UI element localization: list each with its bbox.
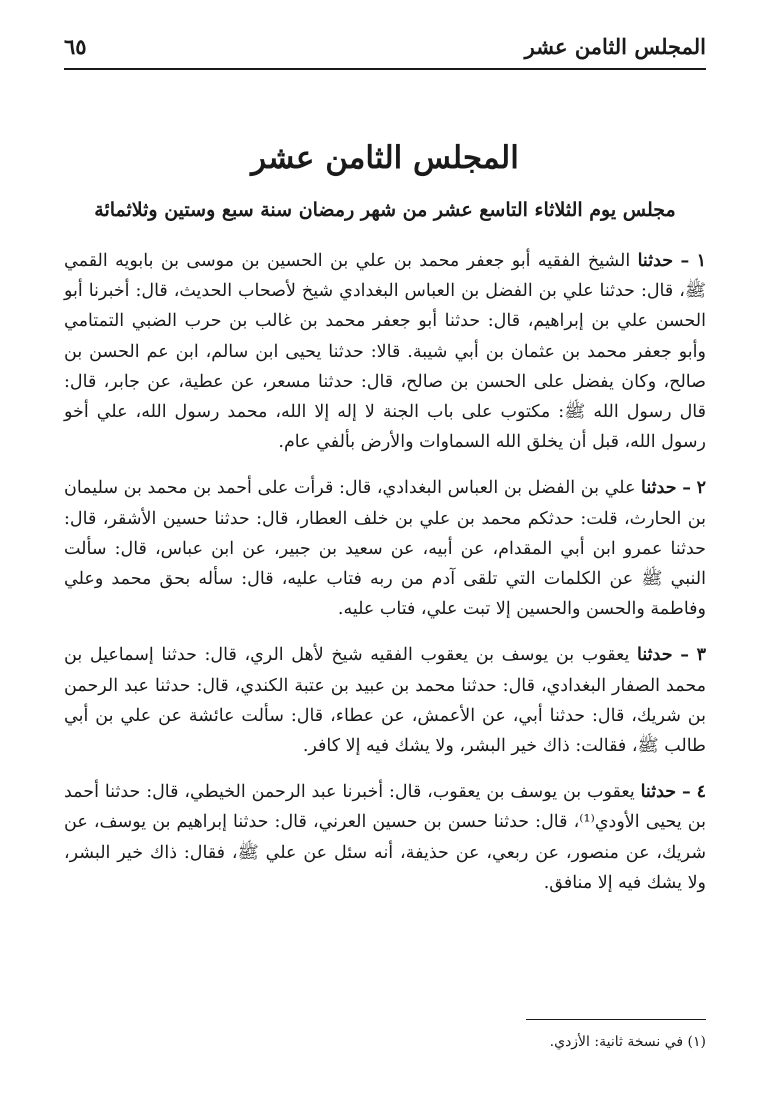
- hadith-keyword: حدثنا: [637, 645, 673, 666]
- hadith-number: ١: [696, 251, 706, 271]
- hadith-3: [64, 640, 706, 761]
- page-number: ٦٥: [64, 34, 87, 59]
- hadith-4: [64, 777, 706, 898]
- hadith-number: ٢: [696, 478, 706, 499]
- hadith-1: [64, 246, 706, 457]
- hadith-dash: –: [680, 251, 690, 271]
- footnote: (١) في نسخة ثانية: الأزدي.: [549, 1034, 706, 1050]
- hadith-2: [64, 473, 706, 624]
- running-header: [64, 34, 706, 70]
- hadith-keyword: حدثنا: [637, 251, 674, 271]
- hadith-number: ٤: [696, 782, 706, 803]
- hadith-text: يعقوب بن يوسف بن يعقوب الفقيه شيخ لأهل الري، قال: حدثنا إسماعيل بن محمد الصفار البغدادي، قال: حدثنا محمد بن عبيد بن عتبة الكندي، قال: حدثنا عبد الرحمن بن شريك، قال: حدثنا أبي، عن الأعمش، عن عطاء، قال: سألت عائشة عن علي بن أبي طالب ﷺ، فقالت: ذاك خير البشر، ولا يشك فيه إلا كافر.: [64, 645, 706, 757]
- hadith-text: الشيخ الفقيه أبو جعفر محمد بن علي بن الحسين بن موسى بن بابويه القمي ﷺ، قال: حدثنا علي بن الفضل بن العباس البغدادي شيخ لأصحاب الحديث، قال: أخبرنا أبو الحسن علي بن إبراهيم، قال: حدثنا أبو جعفر محمد بن غالب بن حرب الضبي التمتامي وأبو جعفر محمد بن عثمان بن أبي شيبة. قالا: حدثنا يحيى ابن سالم، ابن عم الحسن بن صالح، وكان يفضل على الحسن بن صالح، قال: حدثنا مسعر، عن عطية، عن جابر، قال: قال رسول الله ﷺ: مكتوب على باب الجنة لا إله إلا الله، محمد رسول الله، علي أخو رسول الله، قبل أن يخلق الله السماوات والأرض بألفي عام.: [64, 251, 706, 453]
- hadith-list: [64, 246, 706, 914]
- hadith-text: يعقوب بن يوسف بن يعقوب، قال: أخبرنا عبد الرحمن الخيطي، قال: حدثنا أحمد بن يحيى الأودي⁽¹⁾، قال: حدثنا حسن بن حسين العرني، قال: حدثنا إبراهيم بن يوسف، عن شريك، عن منصور، عن ربعي، عن حذيفة، أنه سئل عن علي ﷺ، فقال: ذاك خير البشر، ولا يشك فيه إلا منافق.: [64, 782, 706, 893]
- hadith-text: علي بن الفضل بن العباس البغدادي، قال: قرأت على أحمد بن محمد بن سليمان بن الحارث، قلت: حدثكم محمد بن علي بن خلف العطار، قال: حدثنا حسين الأشقر، قال: حدثنا عمرو ابن أبي المقدام، عن أبيه، عن سعيد بن جبير، عن ابن عباس، قال: سألت النبي ﷺ عن الكلمات التي تلقى آدم من ربه فتاب عليه، قال: سأله بحق محمد وعلي وفاطمة والحسن والحسين إلا تبت علي، فتاب عليه.: [64, 478, 706, 620]
- running-title: المجلس الثامن عشر: [524, 34, 706, 59]
- footnote-divider: [526, 1019, 706, 1020]
- hadith-keyword: حدثنا: [640, 782, 677, 803]
- hadith-dash: –: [680, 645, 689, 666]
- hadith-dash: –: [681, 782, 691, 803]
- hadith-number: ٣: [696, 645, 706, 666]
- chapter-title: المجلس الثامن عشر: [251, 140, 519, 176]
- hadith-dash: –: [682, 478, 691, 499]
- hadith-keyword: حدثنا: [641, 478, 677, 499]
- chapter-subtitle: مجلس يوم الثلاثاء التاسع عشر من شهر رمضان سنة سبع وستين وثلاثمائة: [94, 199, 676, 221]
